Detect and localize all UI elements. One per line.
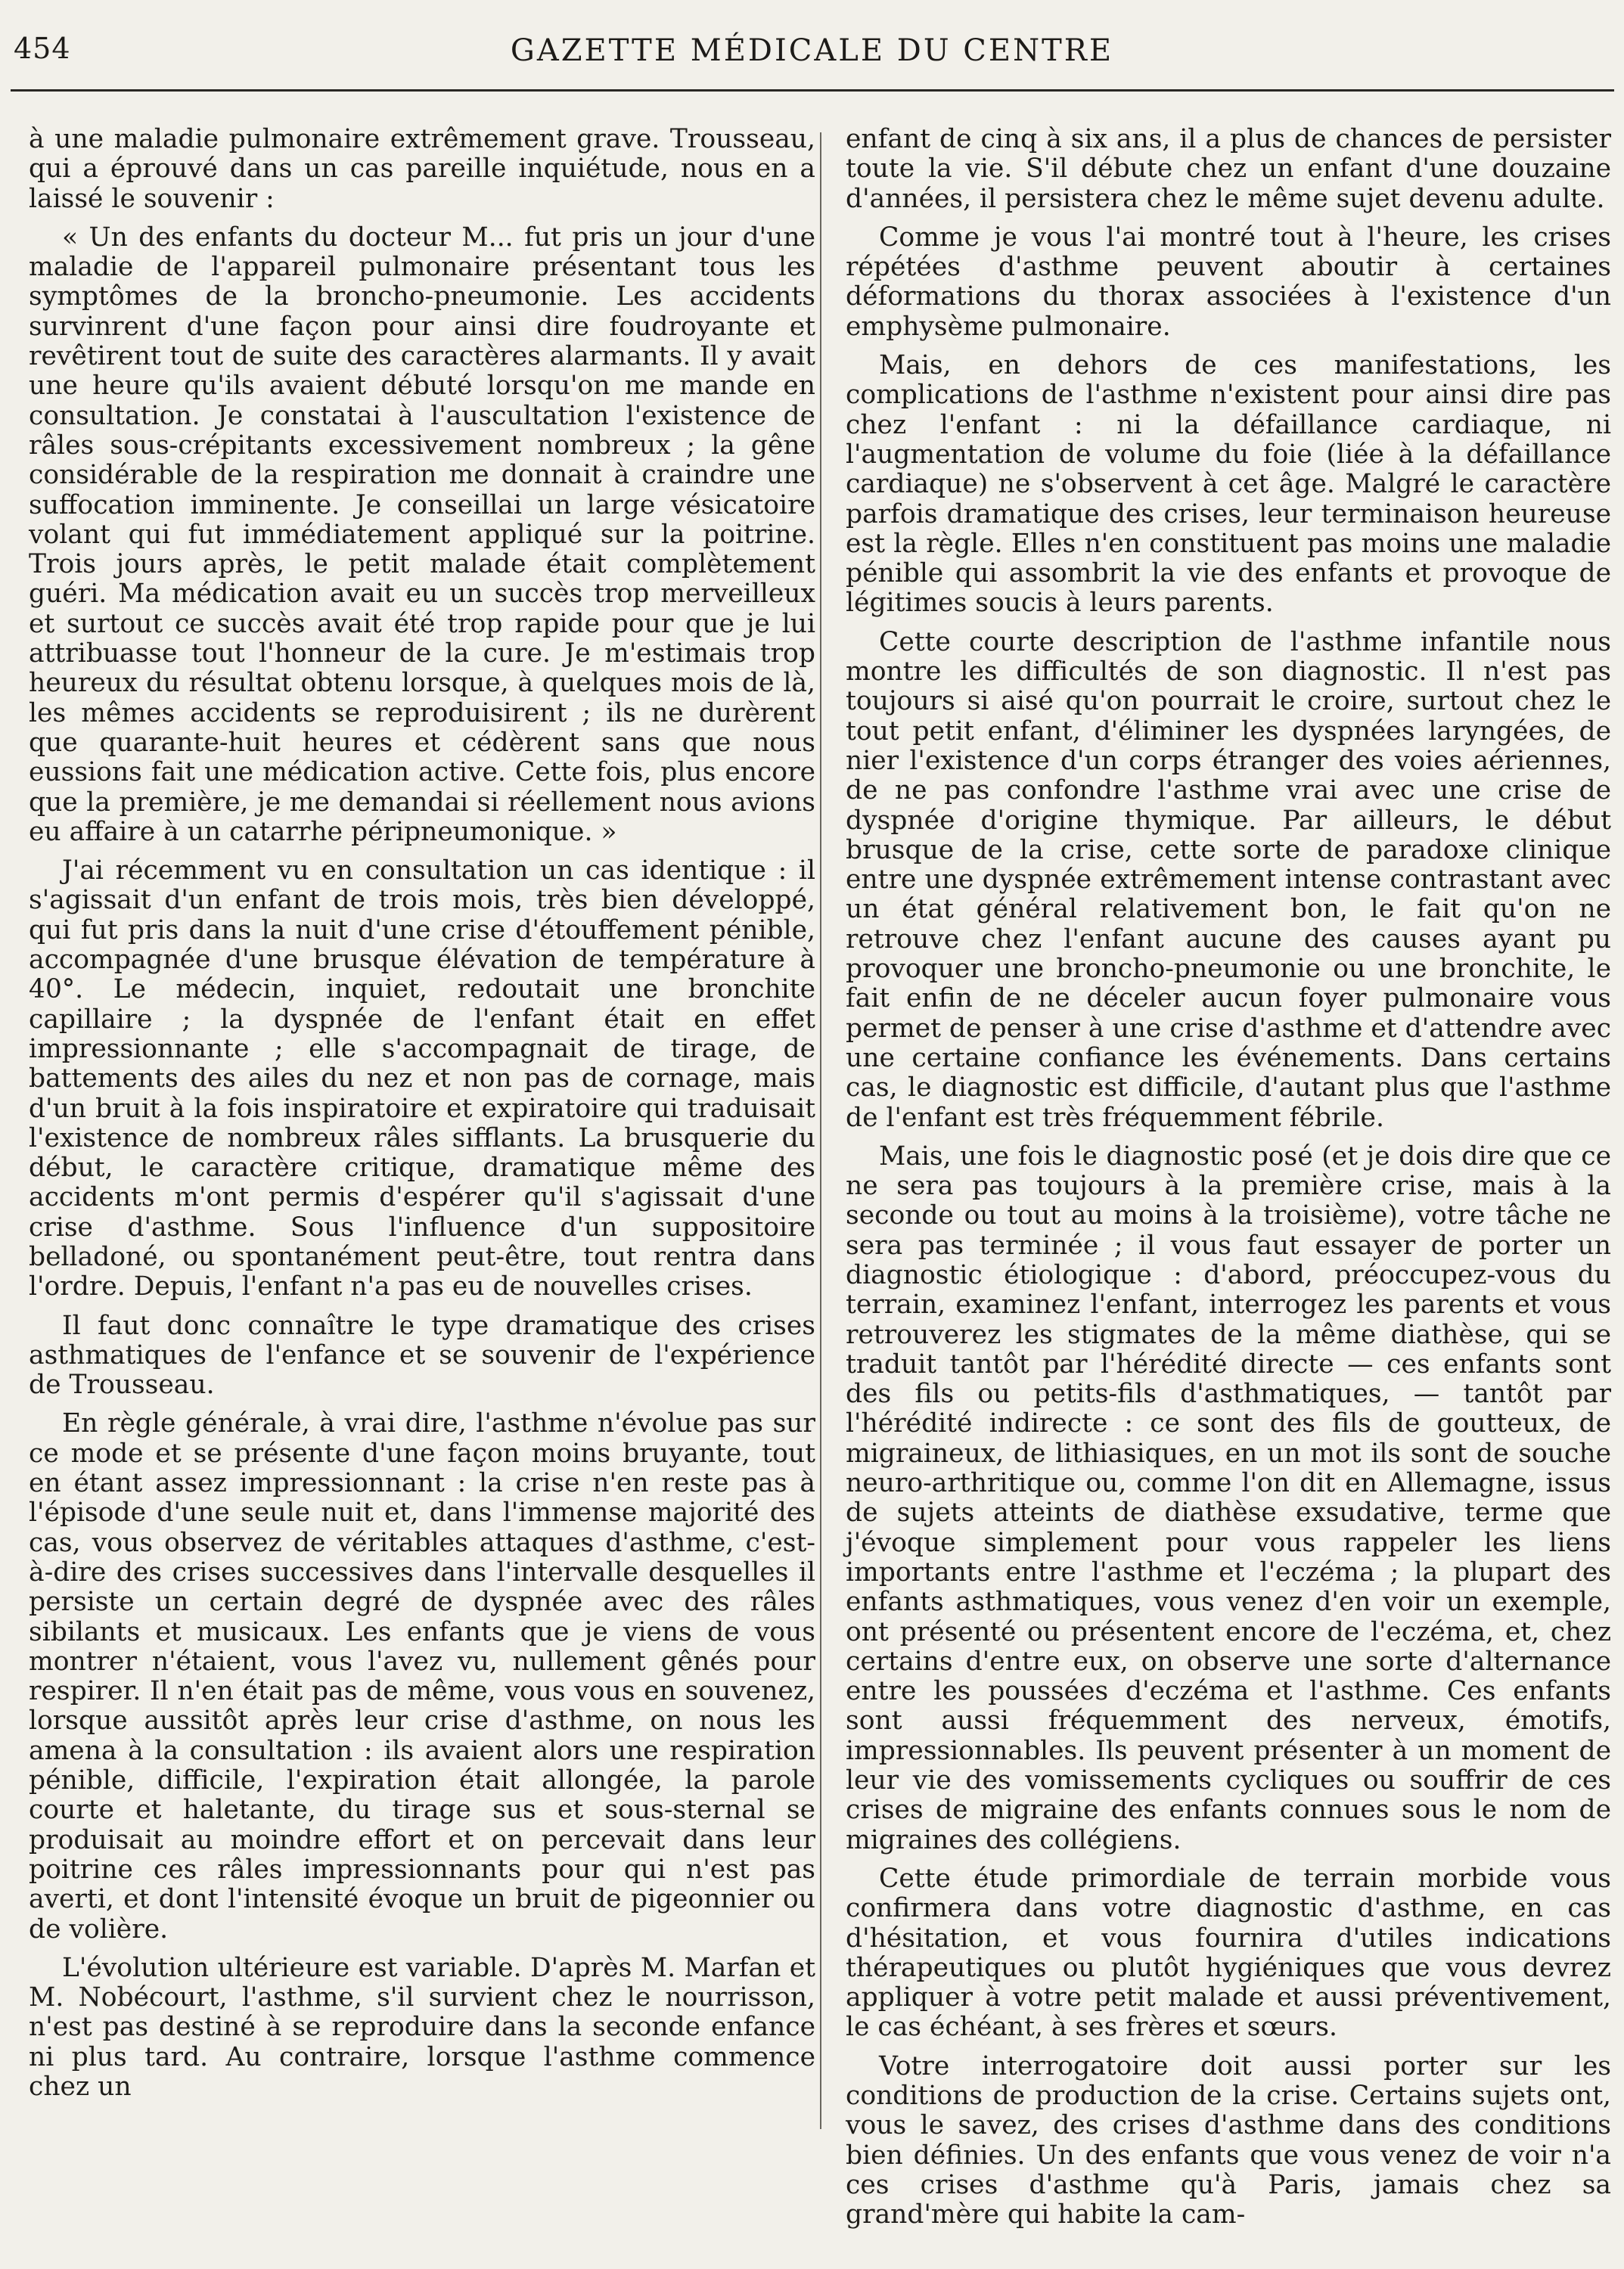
paragraph: Mais, une fois le diagnostic posé (et je dois dire que ce ne sera pas toujours à la première crise, mais à la seconde ou tout au moins à la troisième), votre tâche ne sera pas terminée ; il vous faut essayer de porter un diagnostic étiologique : d'abord, préoccupez-vous du terrain, examinez l'enfant, interrogez les parents et vous retrouverez les stigmates de la même diathèse, qui se traduit tantôt par l'hérédité directe — ces enfants sont des fils ou petits-fils d'asthmatiques, — tantôt par l'hérédité indirecte : ce sont des fils de goutteux, de migraineux, de lithiasiques, en un mot ils sont de souche neuro-arthritique ou, comme l'on dit en Allemagne, issus de sujets atteints de diathèse exsudative, terme que j'évoque simplement pour vous rappeler les liens importants entre l'asthme et l'eczéma ; la plupart des enfants asthmatiques, vous venez d'en voir un exemple, ont présenté ou présentent encore de l'eczéma, et, chez certains d'entre eux, on observe une sorte d'alternance entre les poussées d'eczéma et l'asthme. Ces enfants sont aussi fréquemment des nerveux, émotifs, impressionnables. Ils peuvent présenter à un moment de leur vie des vomissements cycliques ou souffrir de ces crises de migraine des enfants connues sous le nom de migraines des collégiens. [846, 1141, 1611, 1855]
right-column [846, 125, 1611, 2239]
paragraph: L'évolution ultérieure est variable. D'après M. Marfan et M. Nobécourt, l'asthme, s'il survient chez le nourrisson, n'est pas destiné à se reproduire dans la seconde enfance ni plus tard. Au contraire, lorsque l'asthme commence chez un [29, 1952, 815, 2102]
page-header [0, 29, 1624, 82]
paragraph: En règle générale, à vrai dire, l'asthme n'évolue pas sur ce mode et se présente d'une façon moins bruyante, tout en étant assez impressionnant : la crise n'en reste pas à l'épisode d'une seule nuit et, dans l'immense majorité des cas, vous observez de véritables attaques d'asthme, c'est-à-dire des crises successives dans l'intervalle desquelles il persiste un certain degré de dyspnée avec des râles sibilants et musicaux. Les enfants que je viens de vous montrer n'étaient, vous l'avez vu, nullement gênés pour respirer. Il n'en était pas de même, vous vous en souvenez, lorsque aussitôt après leur crise d'asthme, on nous les amena à la consultation : ils avaient alors une respiration pénible, difficile, l'expiration était allongée, la parole courte et haletante, du tirage sus et sous-sternal se produisait au moindre effort et on percevait dans leur poitrine ces râles impressionnants pour qui n'est pas averti, et dont l'intensité évoque un bruit de pigeonnier ou de volière. [29, 1408, 815, 1945]
paragraph: Votre interrogatoire doit aussi porter sur les conditions de production de la crise. Certains sujets ont, vous le savez, des crises d'asthme dans des conditions bien définies. Un des enfants que vous venez de voir n'a ces crises d'asthme qu'à Paris, jamais chez sa grand'mère qui habite la cam- [846, 2050, 1611, 2230]
paragraph: Comme je vous l'ai montré tout à l'heure, les crises répétées d'asthme peuvent aboutir à certaines déformations du thorax associées à l'existence d'un emphysème pulmonaire. [846, 222, 1611, 342]
column-divider [820, 132, 821, 2129]
running-title: GAZETTE MÉDICALE DU CENTRE [510, 33, 1114, 68]
paragraph: « Un des enfants du docteur M... fut pris un jour d'une maladie de l'appareil pulmonaire présentant tous les symptômes de la broncho-pneumonie. Les accidents survinrent d'une façon pour ainsi dire foudroyante et revêtirent tout de suite des caractères alarmants. Il y avait une heure qu'ils avaient débuté lorsqu'on me mande en consultation. Je constatai à l'auscultation l'existence de râles sous-crépitants excessivement nombreux ; la gêne considérable de la respiration me donnait à craindre une suffocation imminente. Je conseillai un large vésicatoire volant qui fut immédiatement appliqué sur la poitrine. Trois jours après, le petit malade était complètement guéri. Ma médication avait eu un succès trop merveilleux et surtout ce succès avait été trop rapide pour que je lui attribuasse tout l'honneur de la cure. Je m'estimais trop heureux du résultat obtenu lorsque, à quelques mois de là, les mêmes accidents se reproduisirent ; ils ne durèrent que quarante-huit heures et cédèrent sans que nous eussions fait une médication active. Cette fois, plus encore que la première, je me demandai si réellement nous avions eu affaire à un catarrhe péripneumonique. » [29, 222, 815, 847]
paragraph: Cette étude primordiale de terrain morbide vous confirmera dans votre diagnostic d'asthme, en cas d'hésitation, et vous fournira d'utiles indications thérapeutiques ou plutôt hygiéniques que vous devrez appliquer à votre petit malade et aussi préventivement, le cas échéant, à ses frères et sœurs. [846, 1863, 1611, 2043]
paragraph: Cette courte description de l'asthme infantile nous montre les difficultés de son diagnostic. Il n'est pas toujours si aisé qu'on pourrait le croire, surtout chez le tout petit enfant, d'éliminer les dyspnées laryngées, de nier l'existence d'un corps étranger des voies aériennes, de ne pas confondre l'asthme vrai avec une crise de dyspnée d'origine thymique. Par ailleurs, le début brusque de la crise, cette sorte de paradoxe clinique entre une dyspnée extrêmement intense contrastant avec un état général relativement bon, le fait qu'on ne retrouve chez l'enfant aucune des causes ayant pu provoquer une broncho-pneumonie ou une bronchite, le fait enfin de ne déceler aucun foyer pulmonaire vous permet de penser à une crise d'asthme et d'attendre avec une certaine confiance les événements. Dans certains cas, le diagnostic est difficile, d'autant plus que l'asthme de l'enfant est très fréquemment fébrile. [846, 626, 1611, 1133]
header-rule [11, 89, 1614, 92]
left-column [29, 125, 815, 2111]
paragraph: enfant de cinq à six ans, il a plus de chances de persister toute la vie. S'il débute chez un enfant d'une douzaine d'années, il persistera chez le même sujet devenu adulte. [846, 124, 1611, 214]
paragraph: Mais, en dehors de ces manifestations, les complications de l'asthme n'existent pour ainsi dire pas chez l'enfant : ni la défaillance cardiaque, ni l'augmentation de volume du foie (liée à la défaillance cardiaque) ne s'observent à cet âge. Malgré le caractère parfois dramatique des crises, leur terminaison heureuse est la règle. Elles n'en constituent pas moins une maladie pénible qui assombrit la vie des enfants et provoque de légitimes soucis à leurs parents. [846, 350, 1611, 619]
paragraph: Il faut donc connaître le type dramatique des crises asthmatiques de l'enfance et se souvenir de l'expérience de Trousseau. [29, 1310, 815, 1401]
paragraph: à une maladie pulmonaire extrêmement grave. Trousseau, qui a éprouvé dans un cas pareille inquiétude, nous en a laissé le souvenir : [29, 124, 815, 214]
page-number: 454 [14, 32, 71, 65]
paragraph: J'ai récemment vu en consultation un cas identique : il s'agissait d'un enfant de trois mois, très bien développé, qui fut pris dans la nuit d'une crise d'étouffement pénible, accompagnée d'une brusque élévation de température à 40°. Le médecin, inquiet, redoutait une bronchite capillaire ; la dyspnée de l'enfant était en effet impressionnante ; elle s'accompagnait de tirage, de battements des ailes du nez et non pas de cornage, mais d'un bruit à la fois inspiratoire et expiratoire qui traduisait l'existence de nombreux râles sifflants. La brusquerie du début, le caractère critique, dramatique même des accidents m'ont permis d'espérer qu'il s'agissait d'une crise d'asthme. Sous l'influence d'un suppositoire belladoné, ou spontanément peut-être, tout rentra dans l'ordre. Depuis, l'enfant n'a pas eu de nouvelles crises. [29, 855, 815, 1302]
